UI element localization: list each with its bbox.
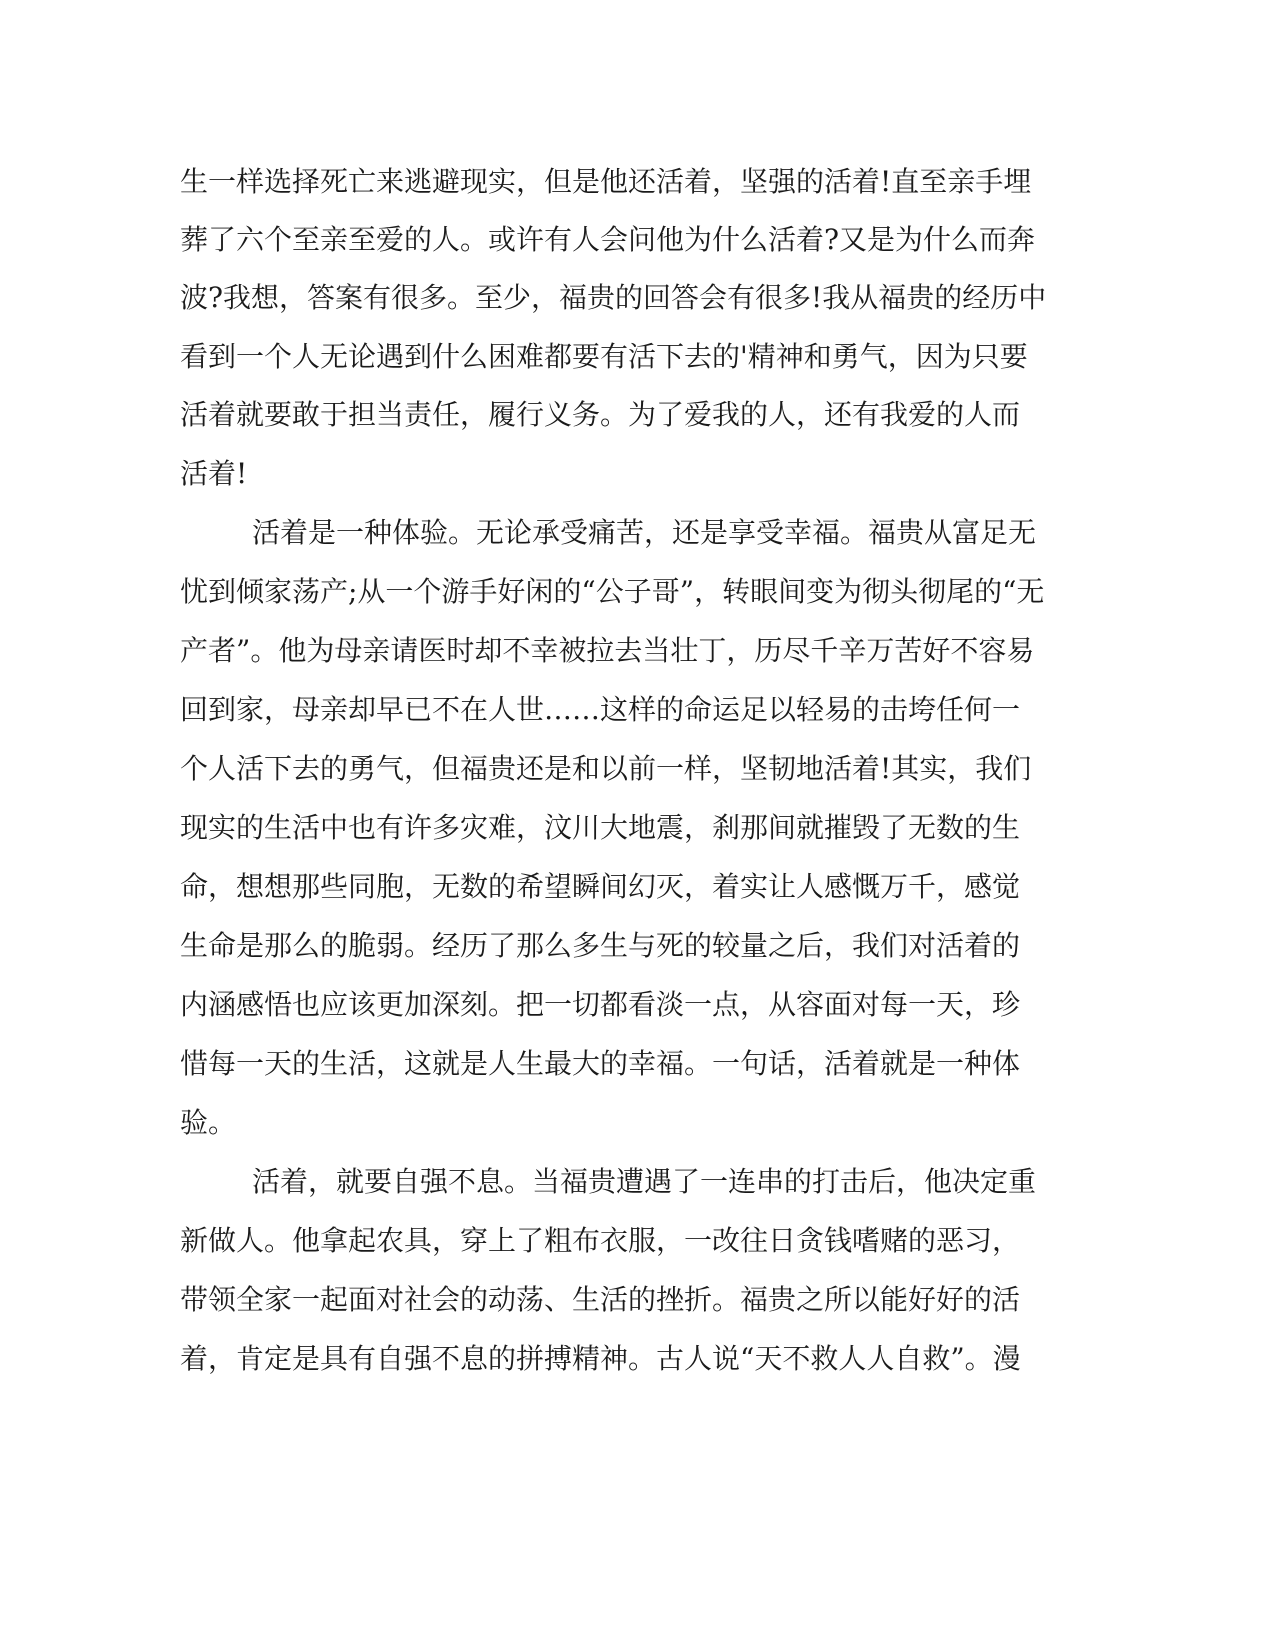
text-line-21: 着，肯定是具有自强不息的拼搏精神。古人说“天不救人人自救”。漫	[180, 1342, 1021, 1375]
text-line-13: 命，想想那些同胞，无数的希望瞬间幻灭，着实让人感慨万千，感觉	[180, 870, 1021, 903]
text-line-12: 现实的生活中也有许多灾难，汶川大地震，刹那间就摧毁了无数的生	[180, 811, 1021, 844]
text-line-3: 波?我想，答案有很多。至少，福贵的回答会有很多!我从福贵的经历中	[180, 281, 1047, 314]
text-line-17: 验。	[180, 1106, 237, 1139]
text-line-19: 新做人。他拿起农具，穿上了粗布衣服，一改往日贪钱嗜赌的恶习，	[180, 1224, 1021, 1257]
text-line-4: 看到一个人无论遇到什么困难都要有活下去的'精神和勇气，因为只要	[180, 340, 1028, 373]
paragraph-start-line: 活着，就要自强不息。当福贵遭遇了一连串的打击后，他决定重	[252, 1165, 1037, 1198]
text-line-11: 个人活下去的勇气，但福贵还是和以前一样，坚韧地活着!其实，我们	[180, 752, 1032, 785]
text-line-10: 回到家，母亲却早已不在人世……这样的命运足以轻易的击垮任何一	[180, 693, 1021, 726]
paragraph-start-line: 活着是一种体验。无论承受痛苦，还是享受幸福。福贵从富足无	[252, 516, 1037, 549]
text-line-8: 忧到倾家荡产;从一个游手好闲的“公子哥”，转眼间变为彻头彻尾的“无	[180, 575, 1045, 608]
text-line-20: 带领全家一起面对社会的动荡、生活的挫折。福贵之所以能好好的活	[180, 1283, 1021, 1316]
text-line-2: 葬了六个至亲至爱的人。或许有人会问他为什么活着?又是为什么而奔	[180, 223, 1036, 256]
text-line-14: 生命是那么的脆弱。经历了那么多生与死的较量之后，我们对活着的	[180, 929, 1021, 962]
text-line-6: 活着!	[180, 457, 248, 490]
text-line-9: 产者”。他为母亲请医时却不幸被拉去当壮丁，历尽千辛万苦好不容易	[180, 634, 1035, 667]
text-line-5: 活着就要敢于担当责任，履行义务。为了爱我的人，还有我爱的人而	[180, 398, 1021, 431]
text-line-1: 生一样选择死亡来逃避现实，但是他还活着，坚强的活着!直至亲手埋	[180, 165, 1032, 198]
text-line-15: 内涵感悟也应该更加深刻。把一切都看淡一点，从容面对每一天，珍	[180, 988, 1021, 1021]
text-line-16: 惜每一天的生活，这就是人生最大的幸福。一句话，活着就是一种体	[180, 1047, 1021, 1080]
